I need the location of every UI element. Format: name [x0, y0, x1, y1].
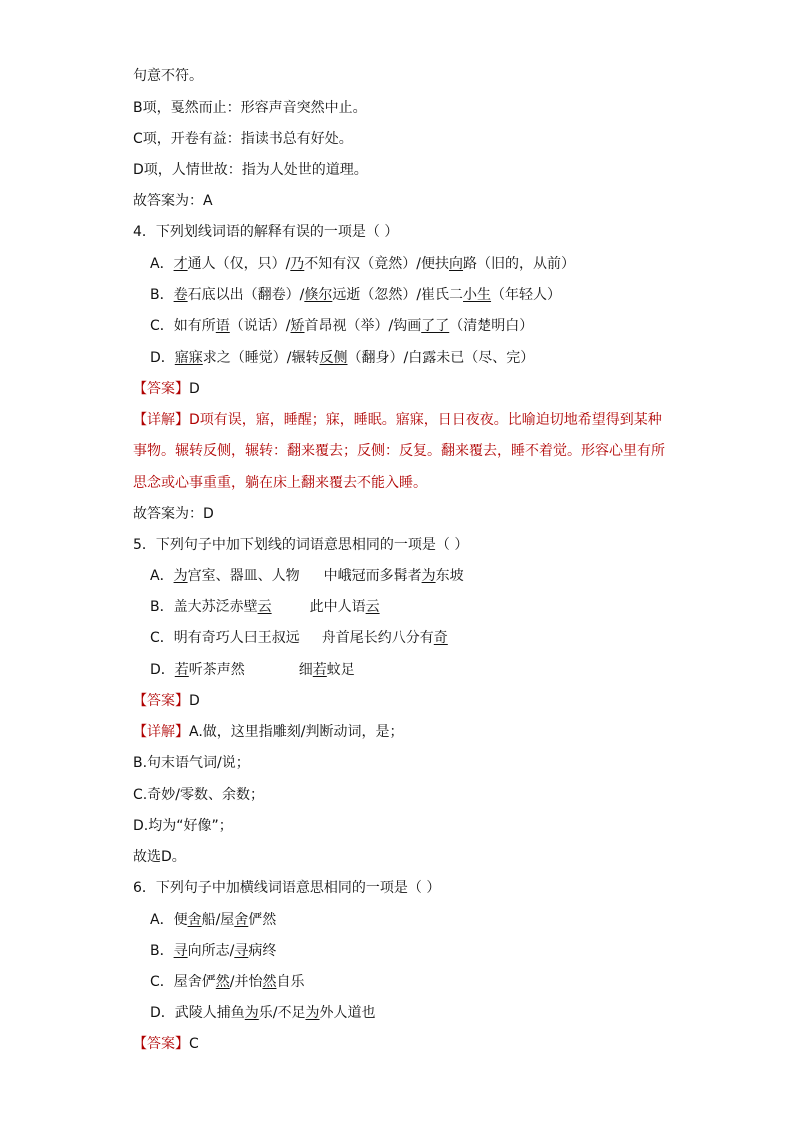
underlined-word: 云 [257, 599, 272, 615]
text-line [133, 130, 353, 148]
underlined-word: 倏尔 [304, 287, 333, 303]
underlined-word: 舍 [234, 912, 249, 928]
q4-option-d [150, 349, 534, 367]
underlined-word: 若 [312, 662, 327, 678]
text: B项，戛然而止：形容声音突然中止。 [133, 100, 367, 116]
q4-answer [133, 380, 200, 398]
q6-option-c [150, 973, 305, 991]
underlined-word: 才 [173, 256, 188, 272]
text-line [133, 67, 203, 85]
option-text: 宫室、器皿、人物 [187, 568, 300, 584]
underlined-word: 云 [365, 599, 380, 615]
underlined-word: 为 [421, 568, 436, 584]
option-text: 病终 [248, 943, 277, 959]
q5-detail-line-2 [133, 754, 250, 772]
answer-label: 【答案】 [133, 693, 189, 709]
question-4-stem [133, 223, 398, 241]
detail-text: 事物。辗转反侧，辗转：翻来覆去；反侧：反复。翻来覆去，睡不着觉。形容心里有所 [133, 443, 665, 459]
option-letter: D． [150, 662, 175, 678]
question-text: 6．下列句子中加横线词语意思相同的一项是（ ） [133, 880, 441, 896]
underlined-word: 然 [215, 974, 230, 990]
option-text: 细 [298, 662, 313, 678]
answer-label: 【答案】 [133, 1036, 189, 1052]
q5-detail-line-1 [133, 723, 404, 741]
option-text: 蚊足 [326, 662, 355, 678]
option-text: /并怡 [229, 974, 263, 990]
text: 故答案为：A [133, 193, 213, 209]
option-text: 石底以出（翻卷）/ [187, 287, 305, 303]
option-text: 船/屋 [201, 912, 235, 928]
underlined-word: 然 [262, 974, 277, 990]
detail-text: B.句末语气词/说； [133, 755, 250, 771]
underlined-word: 向 [449, 256, 464, 272]
underlined-word: 小生 [463, 287, 492, 303]
q5-answer [133, 692, 200, 710]
q4-detail-line-2 [133, 442, 665, 460]
underlined-word: 寤寐 [174, 350, 203, 366]
q5-option-b [150, 598, 380, 616]
underlined-word: 卷 [173, 287, 188, 303]
underlined-word: 矫 [290, 318, 305, 334]
option-text: 听茶声然 [188, 662, 245, 678]
text-line [133, 161, 368, 179]
option-letter: B． [150, 943, 174, 959]
option-text: 路（旧的，从前） [463, 256, 576, 272]
question-6-stem [133, 879, 440, 897]
underlined-word: 为 [244, 1005, 259, 1021]
question-text: 5．下列句子中加下划线的词语意思相同的一项是（ ） [133, 537, 469, 553]
option-letter: B． [150, 287, 174, 303]
underlined-word: 舍 [187, 912, 202, 928]
q5-option-a [150, 567, 464, 585]
underlined-word: 奇 [433, 630, 448, 646]
final-answer: 故答案为：D [133, 506, 214, 522]
underlined-word: 反侧 [319, 350, 348, 366]
underlined-word: 寻 [234, 943, 249, 959]
q5-final [133, 848, 186, 866]
q5-detail-line-3 [133, 786, 264, 804]
q5-option-c [150, 629, 448, 647]
option-text: （清楚明白） [449, 318, 534, 334]
detail-text: 思念或心事重重，躺在床上翻来覆去不能入睡。 [133, 475, 427, 491]
underlined-word: 为 [173, 568, 188, 584]
option-text: A．便 [150, 912, 188, 928]
q6-option-d [150, 1004, 376, 1022]
option-text: C．明有奇巧人曰王叔远 [150, 630, 300, 646]
option-text: 自乐 [276, 974, 305, 990]
text-line [133, 99, 367, 117]
option-text: 中峨冠而多髯者 [323, 568, 422, 584]
answer-value: D [189, 381, 200, 397]
option-text: 俨然 [248, 912, 277, 928]
option-text: 首昂视（举）/钩画 [304, 318, 422, 334]
detail-label: 【详解】 [133, 724, 189, 740]
q4-option-a [150, 255, 575, 273]
answer-label: 【答案】 [133, 381, 189, 397]
option-text: C．屋舍俨 [150, 974, 216, 990]
question-5-stem [133, 536, 468, 554]
q5-detail-line-4 [133, 817, 233, 835]
detail-text: A.做，这里指雕刻/判断动词，是； [189, 724, 404, 740]
q6-option-a [150, 911, 276, 929]
underlined-word: 寻 [173, 943, 188, 959]
text-line [133, 192, 213, 210]
option-letter: D． [150, 350, 175, 366]
option-text: 此中人语 [309, 599, 366, 615]
option-text: 远逝（忽然）/崔氏二 [332, 287, 464, 303]
option-text: 东坡 [435, 568, 464, 584]
option-text: 舟首尾长约八分有 [321, 630, 434, 646]
option-text: B．盖大苏泛赤壁 [150, 599, 258, 615]
detail-text: C.奇妙/零数、余数； [133, 787, 264, 803]
underlined-word: 为 [305, 1005, 320, 1021]
question-text: 4．下列划线词语的解释有误的一项是（ ） [133, 224, 399, 240]
option-text: C．如有所 [150, 318, 216, 334]
q4-option-c [150, 317, 533, 335]
final-answer: 故选D。 [133, 849, 186, 865]
q4-option-b [150, 286, 561, 304]
option-text: 不知有汉（竟然）/便扶 [304, 256, 450, 272]
text: D项，人情世故：指为人处世的道理。 [133, 162, 368, 178]
underlined-word: 语 [215, 318, 230, 334]
answer-value: C [189, 1036, 199, 1052]
detail-text: D.均为“好像”； [133, 818, 233, 834]
text: 句意不符。 [133, 68, 203, 84]
text: C项，开卷有益：指读书总有好处。 [133, 131, 353, 147]
detail-label: 【详解】 [133, 412, 189, 428]
underlined-word: 若 [174, 662, 189, 678]
option-text: 通人（仅，只）/ [187, 256, 291, 272]
option-letter: A． [150, 568, 174, 584]
option-text: （翻身）/白露未已（尽、完） [347, 350, 535, 366]
q4-detail-line-1 [133, 411, 662, 429]
q5-option-d [150, 661, 355, 679]
option-text: 向所志/ [187, 943, 235, 959]
option-text: 求之（睡觉）/辗转 [202, 350, 320, 366]
option-letter: A． [150, 256, 174, 272]
option-text: 外人道也 [319, 1005, 376, 1021]
underlined-word: 乃 [290, 256, 305, 272]
q4-final [133, 505, 214, 523]
detail-text: D项有误，寤，睡醒；寐，睡眠。寤寐，日日夜夜。比喻迫切地希望得到某种 [189, 412, 662, 428]
q6-answer [133, 1035, 199, 1053]
q4-detail-line-3 [133, 474, 427, 492]
option-text: （说话）/ [229, 318, 291, 334]
q6-option-b [150, 942, 276, 960]
option-text: （年轻人） [491, 287, 562, 303]
underlined-word: 了了 [421, 318, 450, 334]
answer-value: D [189, 693, 200, 709]
option-text: 乐/不足 [258, 1005, 306, 1021]
option-text: D．武陵人捕鱼 [150, 1005, 245, 1021]
